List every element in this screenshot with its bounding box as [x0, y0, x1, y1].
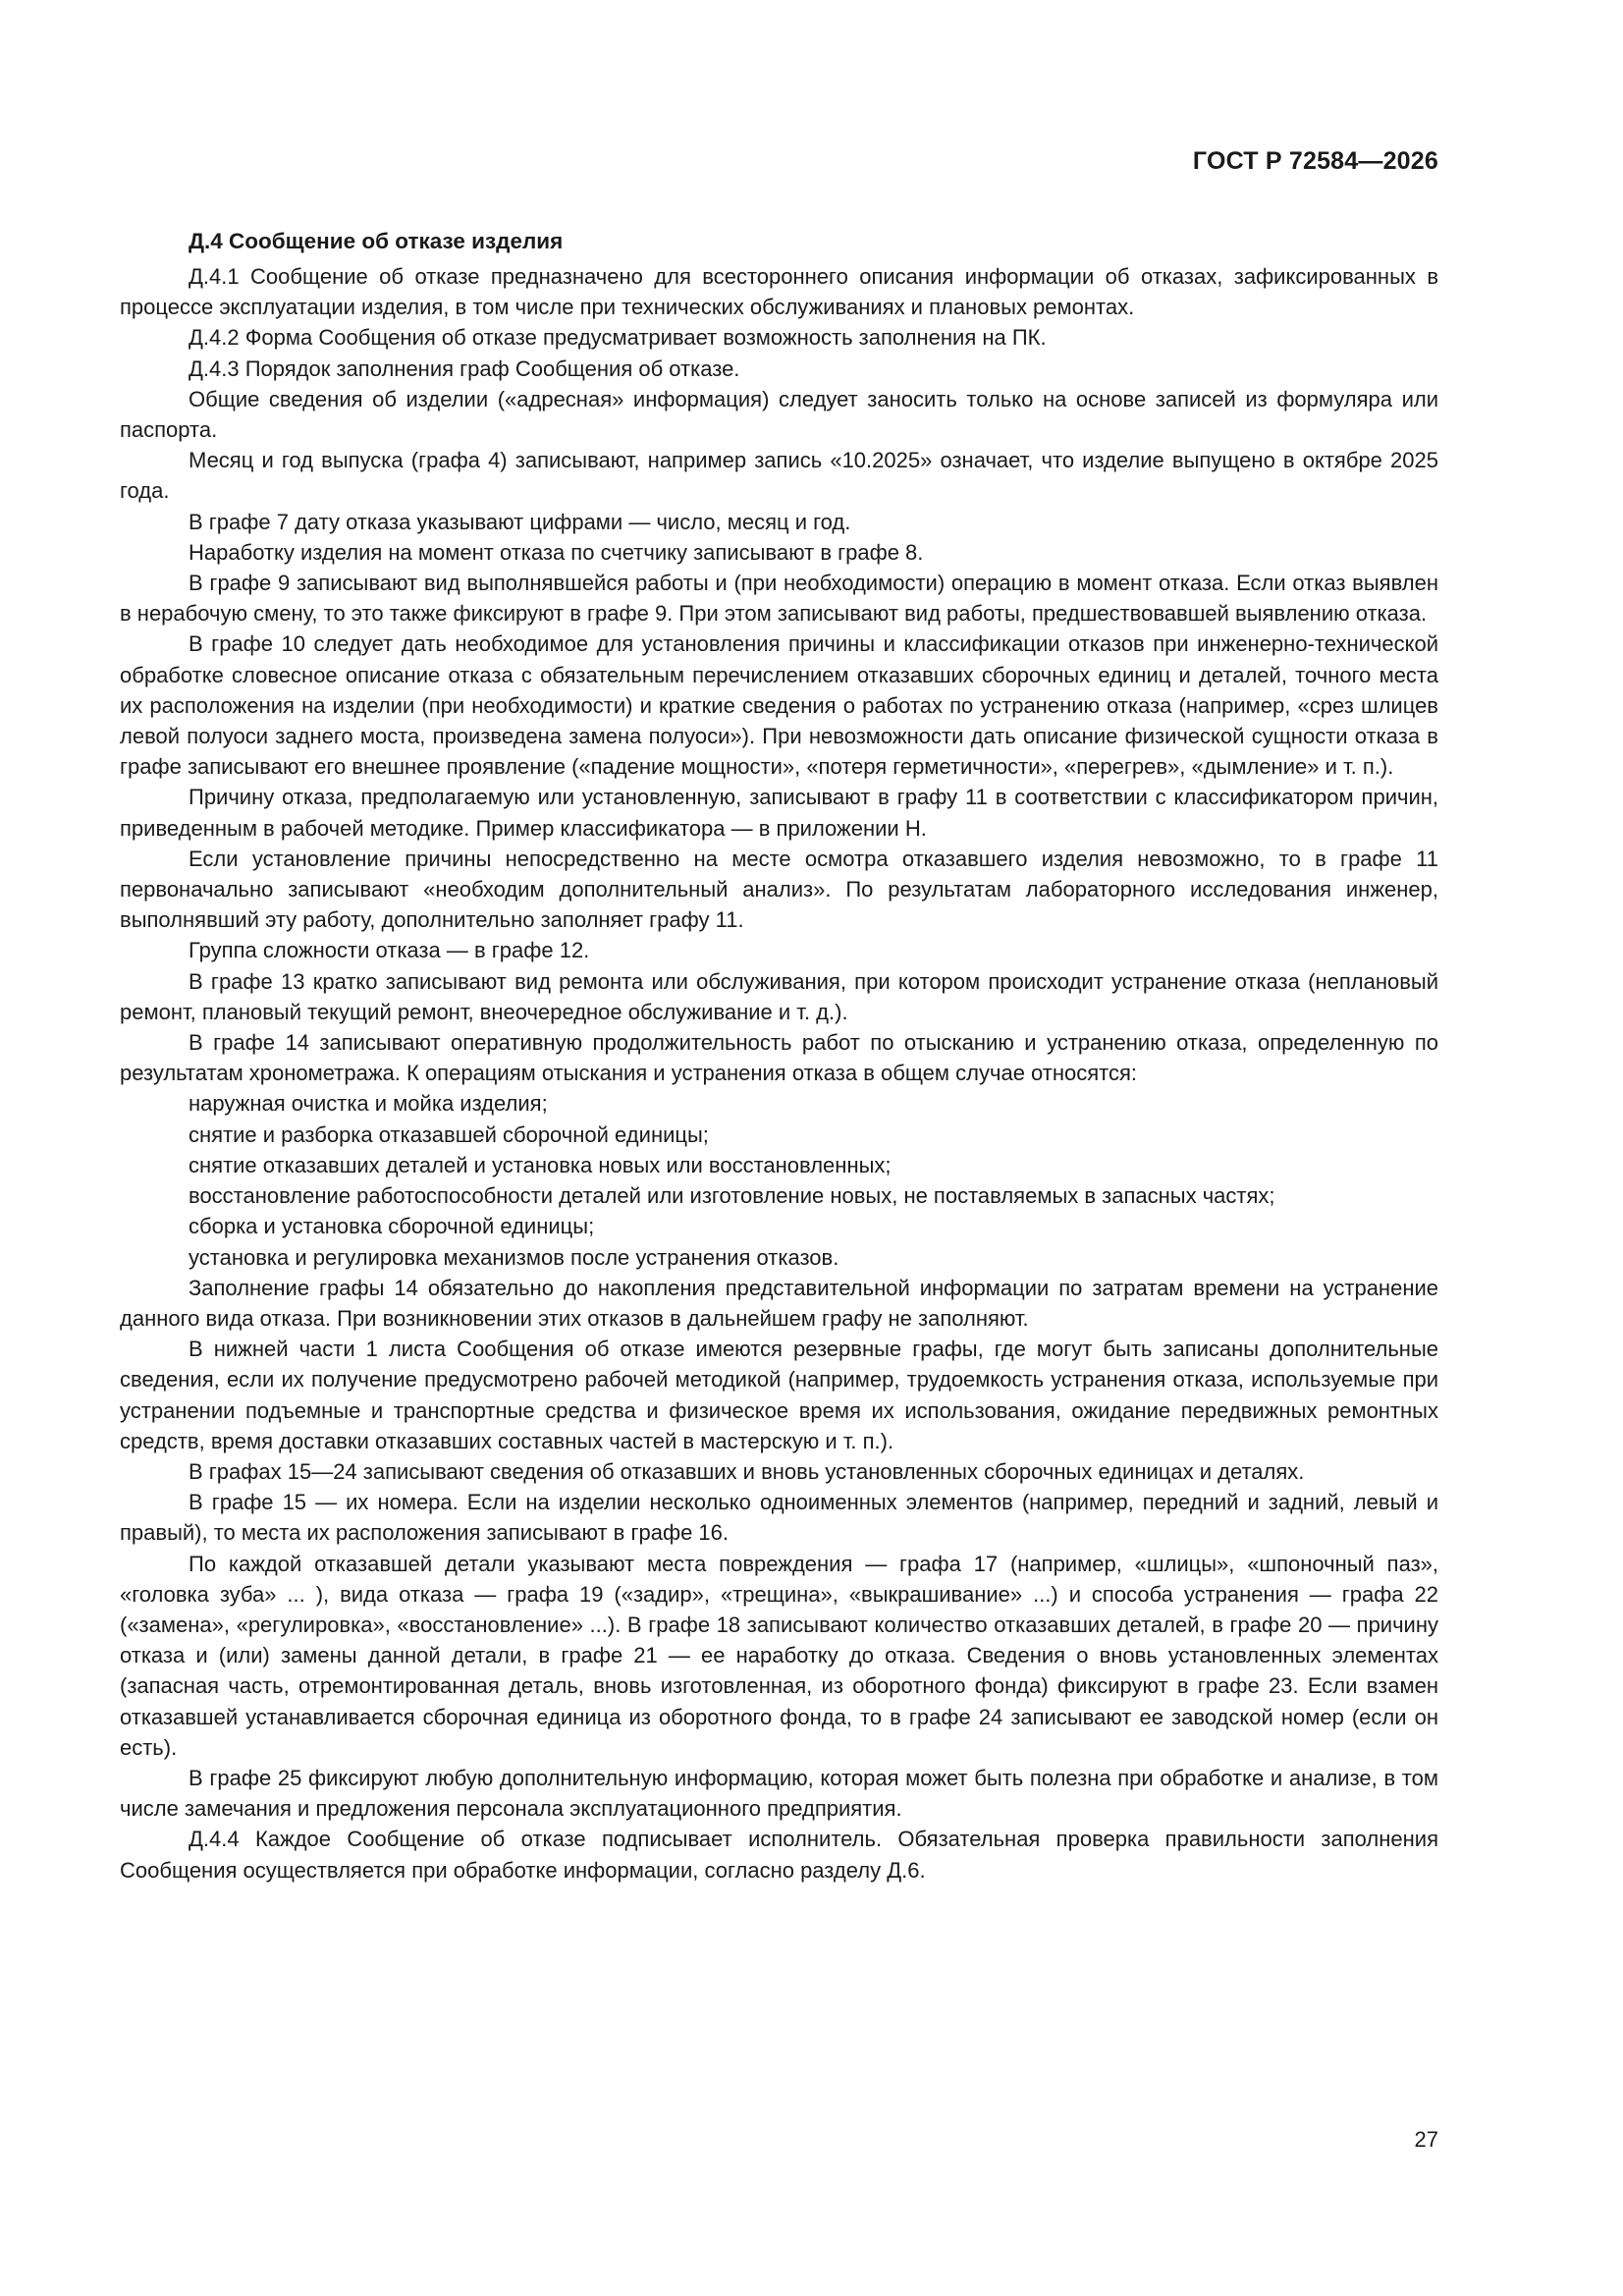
paragraph-reserve-columns: В нижней части 1 листа Сообщения об отказе имеются резервные графы, где могут быть записаны дополнительные сведения, если их получение предусмотрено рабочей методикой (например, трудоемкость устранения отказа, используемые при устранении подъемные и транспортные средства и физическое время их использования, ожидание передвижных ремонтных средств, время доставки отказавших составных частей в мастерскую и т. п.).: [120, 1337, 1438, 1453]
list-item: восстановление работоспособности деталей или изготовление новых, не поставляемых в запасных частях;: [189, 1183, 1275, 1209]
operations-list: [120, 1088, 1438, 1272]
paragraph-columns-15-24: В графах 15—24 записывают сведения об отказавших и вновь установленных сборочных единицах и деталях.: [189, 1458, 1305, 1484]
paragraph-column-10: В графе 10 следует дать необходимое для установления причины и классификации отказов при инженерно-технической обработке словесное описание отказа с обязательным перечислением отказавших сборочных единиц и деталей, точного места их расположения на изделии (при необходимости) и краткие сведения о работах по устранению отказа (например, «срез шлицев левой полуоси заднего моста, произведена замена полуоси»). При невозможности дать описание физической сущности отказа в графе записывают его внешнее проявление («падение мощности», «потеря герметичности», «перегрев», «дымление» и т. п.).: [120, 631, 1438, 780]
paragraph-column-13: В графе 13 кратко записывают вид ремонта или обслуживания, при котором происходит устранение отказа (неплановый ремонт, плановый текущий ремонт, внеочередное обслуживание и т. д.).: [120, 968, 1438, 1024]
paragraph-d-4-4: Д.4.4 Каждое Сообщение об отказе подписывает исполнитель. Обязательная проверка правильности заполнения Сообщения осуществляется при обработке информации, согласно разделу Д.6.: [120, 1827, 1438, 1883]
paragraph-column-7: В графе 7 дату отказа указывают цифрами — число, месяц и год.: [189, 509, 851, 534]
page-number: 27: [1414, 2127, 1438, 2152]
section-title: Д.4 Сообщение об отказе изделия: [189, 229, 564, 253]
paragraph-column-14-mandatory: Заполнение графы 14 обязательно до накопления представительной информации по затратам времени на устранение данного вида отказа. При возникновении этих отказов в дальнейшем графу не заполняют.: [120, 1275, 1438, 1331]
paragraph-column-11: Причину отказа, предполагаемую или установленную, записывают в графу 11 в соответствии с классификатором причин, приведенным в рабочей методике. Пример классификатора — в приложении Н.: [120, 785, 1438, 841]
paragraph-column-25: В графе 25 фиксируют любую дополнительную информацию, которая может быть полезна при обработке и анализе, в том числе замечания и предложения персонала эксплуатационного предприятия.: [120, 1765, 1438, 1822]
paragraph-column-12: Группа сложности отказа — в графе 12.: [189, 938, 590, 963]
paragraph-column-15: В графе 15 — их номера. Если на изделии несколько одноименных элементов (например, передний и задний, левый и правый), то места их расположения записывают в графе 16.: [120, 1490, 1438, 1546]
paragraph-column-11-analysis: Если установление причины непосредственно на месте осмотра отказавшего изделия невозможно, то в графе 11 первоначально записывают «необходим дополнительный анализ». По результатам лабораторного исследования инженер, выполнявший эту работу, дополнительно заполняет графу 11.: [120, 846, 1438, 933]
paragraph-column-9: В графе 9 записывают вид выполнявшейся работы и (при необходимости) операцию в момент отказа. Если отказ выявлен в нерабочую смену, то это также фиксируют в графе 9. При этом записывают вид работы, предшествовавшей выявлению отказа.: [120, 571, 1438, 627]
list-item: наружная очистка и мойка изделия;: [189, 1091, 548, 1117]
list-item: снятие отказавших деталей и установка новых или восстановленных;: [189, 1152, 892, 1177]
paragraph-column-14: В графе 14 записывают оперативную продолжительность работ по отысканию и устранению отказа, определенную по результатам хронометража. К операциям отыскания и устранения отказа в общем случае относятся:: [120, 1030, 1438, 1086]
paragraph-column-4: Месяц и год выпуска (графа 4) записывают, например запись «10.2025» означает, что изделие выпущено в октябре 2025 года.: [120, 448, 1438, 504]
list-item: установка и регулировка механизмов после устранения отказов.: [189, 1244, 839, 1270]
list-item: снятие и разборка отказавшей сборочной единицы;: [189, 1121, 709, 1147]
paragraph-d-4-2: Д.4.2 Форма Сообщения об отказе предусматривает возможность заполнения на ПК.: [189, 325, 1047, 351]
list-item: сборка и установка сборочной единицы;: [189, 1214, 595, 1239]
document-body: [120, 226, 1438, 1886]
paragraph-column-8: Наработку изделия на момент отказа по счетчику записывают в графе 8.: [189, 539, 924, 565]
paragraph-general-info: Общие сведения об изделии («адресная» информация) следует заносить только на основе записей из формуляра или паспорта.: [120, 386, 1438, 443]
paragraph-d-4-1: Д.4.1 Сообщение об отказе предназначено для всестороннего описания информации об отказах, зафиксированных в процессе эксплуатации изделия, в том числе при технических обслуживаниях и плановых ремонтах.: [120, 264, 1438, 320]
paragraph-d-4-3: Д.4.3 Порядок заполнения граф Сообщения об отказе.: [189, 355, 740, 381]
document-standard-number: ГОСТ Р 72584—2026: [1192, 147, 1438, 175]
paragraph-column-17-24: По каждой отказавшей детали указывают места повреждения — графа 17 (например, «шлицы», «шпоночный паз», «головка зуба» ... ), вида отказа — графа 19 («задир», «трещина», «выкрашивание» ...) и способа устранения — графа 22 («замена», «регулировка», «восстановление» ...). В графе 18 записывают количество отказавших деталей, в графе 20 — причину отказа и (или) замены данной детали, в графе 21 — ее наработку до отказа. Сведения о вновь установленных элементах (запасная часть, отремонтированная деталь, вновь изготовленная, из оборотного фонда) фиксируют в графе 23. Если взамен отказавшей устанавливается сборочная единица из оборотного фонда, то в графе 24 записывают ее заводской номер (если он есть).: [120, 1551, 1438, 1760]
